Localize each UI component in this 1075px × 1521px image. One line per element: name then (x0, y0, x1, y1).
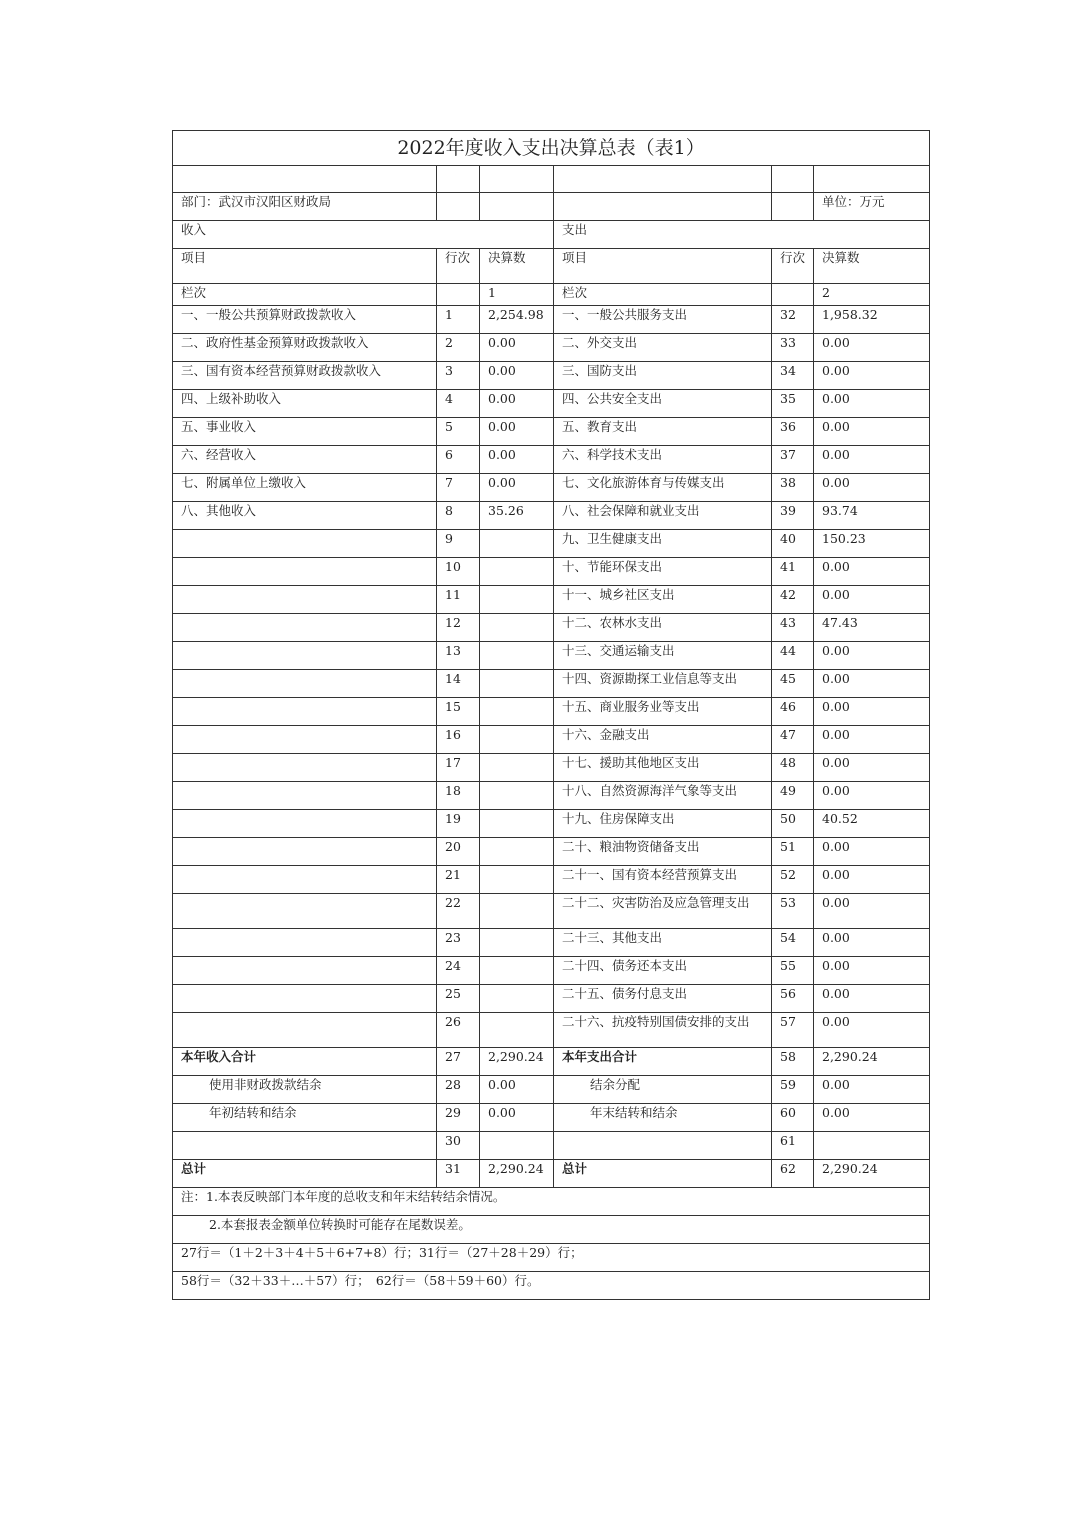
income-amount (480, 1013, 554, 1048)
income-amount: 2,290.24 (480, 1048, 554, 1076)
income-amount: 0.00 (480, 390, 554, 418)
income-line: 9 (437, 530, 480, 558)
expense-item: 十六、金融支出 (554, 726, 772, 754)
expense-line: 50 (772, 810, 814, 838)
table-row (173, 754, 930, 782)
table-title: 2022年度收入支出决算总表（表1） (173, 131, 930, 166)
expense-item: 七、文化旅游体育与传媒支出 (554, 474, 772, 502)
header-amount: 决算数 (480, 249, 554, 284)
income-amount (480, 810, 554, 838)
income-line: 6 (437, 446, 480, 474)
column-number-2: 2 (814, 284, 930, 306)
income-line: 4 (437, 390, 480, 418)
expense-amount: 0.00 (814, 726, 930, 754)
expense-item: 一、一般公共服务支出 (554, 306, 772, 334)
income-item (173, 726, 437, 754)
income-line: 22 (437, 894, 480, 929)
expense-amount: 0.00 (814, 838, 930, 866)
table-row (173, 810, 930, 838)
table-row (173, 642, 930, 670)
note-text: 2.本套报表金额单位转换时可能存在尾数误差。 (173, 1216, 930, 1244)
expense-amount: 47.43 (814, 614, 930, 642)
note-row (173, 1188, 930, 1216)
income-item (173, 929, 437, 957)
income-item (173, 810, 437, 838)
note-row (173, 1244, 930, 1272)
income-item (173, 558, 437, 586)
expense-amount: 150.23 (814, 530, 930, 558)
expense-amount: 0.00 (814, 334, 930, 362)
expense-amount: 0.00 (814, 1076, 930, 1104)
expense-amount: 0.00 (814, 390, 930, 418)
table-row (173, 782, 930, 810)
expense-item: 年末结转和结余 (554, 1104, 772, 1132)
income-line: 5 (437, 418, 480, 446)
expense-line: 60 (772, 1104, 814, 1132)
income-line: 2 (437, 334, 480, 362)
income-line: 28 (437, 1076, 480, 1104)
table-row (173, 929, 930, 957)
header-line: 行次 (437, 249, 480, 284)
expense-amount: 0.00 (814, 866, 930, 894)
note-row (173, 1272, 930, 1300)
income-item (173, 838, 437, 866)
expense-line: 37 (772, 446, 814, 474)
expense-item (554, 1132, 772, 1160)
table-row (173, 866, 930, 894)
expense-line: 62 (772, 1160, 814, 1188)
expense-amount (814, 1132, 930, 1160)
income-item: 总计 (173, 1160, 437, 1188)
expense-amount: 0.00 (814, 929, 930, 957)
income-line: 23 (437, 929, 480, 957)
expense-line: 35 (772, 390, 814, 418)
table-row (173, 362, 930, 390)
expense-line: 42 (772, 586, 814, 614)
expense-line: 40 (772, 530, 814, 558)
income-line: 7 (437, 474, 480, 502)
income-amount (480, 754, 554, 782)
expense-line: 51 (772, 838, 814, 866)
income-amount (480, 698, 554, 726)
income-line: 15 (437, 698, 480, 726)
income-item (173, 985, 437, 1013)
income-amount (480, 558, 554, 586)
table-row (173, 1160, 930, 1188)
table-row (173, 530, 930, 558)
expense-line: 43 (772, 614, 814, 642)
income-item: 一、一般公共预算财政拨款收入 (173, 306, 437, 334)
section-row (173, 221, 930, 249)
expense-line: 44 (772, 642, 814, 670)
column-label: 栏次 (173, 284, 437, 306)
expense-amount: 0.00 (814, 957, 930, 985)
expense-line: 56 (772, 985, 814, 1013)
expense-line: 54 (772, 929, 814, 957)
income-amount (480, 1132, 554, 1160)
income-line: 24 (437, 957, 480, 985)
income-item (173, 642, 437, 670)
income-item (173, 957, 437, 985)
note-text: 58行＝（32＋33＋…＋57）行； 62行＝（58＋59＋60）行。 (173, 1272, 930, 1300)
table-row (173, 334, 930, 362)
expense-amount: 0.00 (814, 894, 930, 929)
header-line-2: 行次 (772, 249, 814, 284)
expense-item: 十二、农林水支出 (554, 614, 772, 642)
table-row (173, 474, 930, 502)
income-item (173, 586, 437, 614)
table-row (173, 390, 930, 418)
table-row (173, 1076, 930, 1104)
header-item: 项目 (173, 249, 437, 284)
income-item (173, 866, 437, 894)
expense-line: 53 (772, 894, 814, 929)
table-row (173, 698, 930, 726)
income-item: 年初结转和结余 (173, 1104, 437, 1132)
expense-item: 十、节能环保支出 (554, 558, 772, 586)
income-amount: 2,290.24 (480, 1160, 554, 1188)
blank-row (173, 166, 930, 193)
income-item: 六、经营收入 (173, 446, 437, 474)
table-row (173, 1104, 930, 1132)
expense-line: 38 (772, 474, 814, 502)
income-item: 三、国有资本经营预算财政拨款收入 (173, 362, 437, 390)
column-label-2: 栏次 (554, 284, 772, 306)
income-line: 12 (437, 614, 480, 642)
expense-amount: 0.00 (814, 586, 930, 614)
expense-item: 二十三、其他支出 (554, 929, 772, 957)
expense-item: 二十四、债务还本支出 (554, 957, 772, 985)
income-line: 18 (437, 782, 480, 810)
income-item (173, 894, 437, 929)
expense-item: 总计 (554, 1160, 772, 1188)
table-row (173, 614, 930, 642)
expense-line: 55 (772, 957, 814, 985)
expense-line: 36 (772, 418, 814, 446)
income-amount (480, 614, 554, 642)
income-amount (480, 957, 554, 985)
table-row (173, 1013, 930, 1048)
income-item: 本年收入合计 (173, 1048, 437, 1076)
income-line: 16 (437, 726, 480, 754)
table-row (173, 446, 930, 474)
expense-item: 六、科学技术支出 (554, 446, 772, 474)
income-amount: 0.00 (480, 1076, 554, 1104)
table-row (173, 502, 930, 530)
income-amount (480, 670, 554, 698)
income-amount (480, 838, 554, 866)
expense-line: 45 (772, 670, 814, 698)
expense-amount: 0.00 (814, 362, 930, 390)
income-item (173, 670, 437, 698)
note-row (173, 1216, 930, 1244)
expense-item: 八、社会保障和就业支出 (554, 502, 772, 530)
income-line: 8 (437, 502, 480, 530)
expense-amount: 2,290.24 (814, 1160, 930, 1188)
note-text: 注：1.本表反映部门本年度的总收支和年末结转结余情况。 (173, 1188, 930, 1216)
header-item-2: 项目 (554, 249, 772, 284)
expense-item: 二十六、抗疫特别国债安排的支出 (554, 1013, 772, 1048)
header-amount-2: 决算数 (814, 249, 930, 284)
expense-line: 47 (772, 726, 814, 754)
expense-amount: 1,958.32 (814, 306, 930, 334)
income-amount (480, 985, 554, 1013)
expense-item: 三、国防支出 (554, 362, 772, 390)
income-line: 11 (437, 586, 480, 614)
expense-item: 十九、住房保障支出 (554, 810, 772, 838)
expense-item: 四、公共安全支出 (554, 390, 772, 418)
income-line: 31 (437, 1160, 480, 1188)
expense-line: 52 (772, 866, 814, 894)
income-line: 3 (437, 362, 480, 390)
table-row (173, 726, 930, 754)
expense-line: 61 (772, 1132, 814, 1160)
expense-item: 九、卫生健康支出 (554, 530, 772, 558)
income-amount: 2,254.98 (480, 306, 554, 334)
income-line: 17 (437, 754, 480, 782)
expense-amount: 0.00 (814, 985, 930, 1013)
income-item (173, 614, 437, 642)
expense-line: 32 (772, 306, 814, 334)
expense-item: 结余分配 (554, 1076, 772, 1104)
income-amount: 35.26 (480, 502, 554, 530)
expense-item: 五、教育支出 (554, 418, 772, 446)
table-row (173, 670, 930, 698)
expense-line: 58 (772, 1048, 814, 1076)
expense-item: 二、外交支出 (554, 334, 772, 362)
income-amount (480, 894, 554, 929)
income-amount: 0.00 (480, 334, 554, 362)
income-line: 29 (437, 1104, 480, 1132)
income-item (173, 754, 437, 782)
income-item (173, 1013, 437, 1048)
expense-amount: 0.00 (814, 754, 930, 782)
table-row (173, 1132, 930, 1160)
income-line: 26 (437, 1013, 480, 1048)
expense-amount: 0.00 (814, 782, 930, 810)
expense-amount: 0.00 (814, 474, 930, 502)
expense-section-label: 支出 (554, 221, 930, 249)
expense-item: 十八、自然资源海洋气象等支出 (554, 782, 772, 810)
expense-line: 49 (772, 782, 814, 810)
income-amount (480, 726, 554, 754)
income-line: 30 (437, 1132, 480, 1160)
income-item: 七、附属单位上缴收入 (173, 474, 437, 502)
table-row (173, 306, 930, 334)
expense-line: 59 (772, 1076, 814, 1104)
expense-line: 57 (772, 1013, 814, 1048)
income-amount (480, 642, 554, 670)
income-line: 27 (437, 1048, 480, 1076)
expense-amount: 40.52 (814, 810, 930, 838)
expense-item: 二十二、灾害防治及应急管理支出 (554, 894, 772, 929)
income-item (173, 782, 437, 810)
income-amount (480, 782, 554, 810)
expense-item: 十三、交通运输支出 (554, 642, 772, 670)
unit-label: 单位：万元 (814, 193, 930, 221)
expense-amount: 0.00 (814, 1013, 930, 1048)
expense-item: 二十一、国有资本经营预算支出 (554, 866, 772, 894)
income-item: 八、其他收入 (173, 502, 437, 530)
table-row (173, 985, 930, 1013)
table-row (173, 838, 930, 866)
income-amount: 0.00 (480, 418, 554, 446)
table-row (173, 586, 930, 614)
expense-amount: 0.00 (814, 418, 930, 446)
expense-line: 33 (772, 334, 814, 362)
expense-item: 十五、商业服务业等支出 (554, 698, 772, 726)
expense-item: 十一、城乡社区支出 (554, 586, 772, 614)
expense-line: 34 (772, 362, 814, 390)
income-amount: 0.00 (480, 474, 554, 502)
income-item: 五、事业收入 (173, 418, 437, 446)
income-line: 21 (437, 866, 480, 894)
expense-item: 二十、粮油物资储备支出 (554, 838, 772, 866)
expense-amount: 0.00 (814, 446, 930, 474)
income-amount (480, 530, 554, 558)
income-line: 20 (437, 838, 480, 866)
note-text: 27行＝（1＋2＋3＋4＋5＋6+7+8）行；31行＝（27＋28＋29）行； (173, 1244, 930, 1272)
table-row (173, 894, 930, 929)
expense-line: 48 (772, 754, 814, 782)
income-item: 二、政府性基金预算财政拨款收入 (173, 334, 437, 362)
income-line: 25 (437, 985, 480, 1013)
expense-amount: 93.74 (814, 502, 930, 530)
income-line: 1 (437, 306, 480, 334)
expense-amount: 2,290.24 (814, 1048, 930, 1076)
table-row (173, 418, 930, 446)
expense-line: 46 (772, 698, 814, 726)
expense-amount: 0.00 (814, 698, 930, 726)
expense-amount: 0.00 (814, 1104, 930, 1132)
expense-amount: 0.00 (814, 642, 930, 670)
income-amount (480, 866, 554, 894)
income-item: 使用非财政拨款结余 (173, 1076, 437, 1104)
income-item (173, 698, 437, 726)
table-row (173, 957, 930, 985)
expense-item: 二十五、债务付息支出 (554, 985, 772, 1013)
income-amount: 0.00 (480, 362, 554, 390)
final-accounts-table (172, 130, 930, 1300)
income-line: 10 (437, 558, 480, 586)
column-number-1: 1 (480, 284, 554, 306)
income-line: 14 (437, 670, 480, 698)
expense-line: 39 (772, 502, 814, 530)
expense-item: 十七、援助其他地区支出 (554, 754, 772, 782)
expense-amount: 0.00 (814, 670, 930, 698)
income-amount (480, 586, 554, 614)
income-section-label: 收入 (173, 221, 554, 249)
expense-amount: 0.00 (814, 558, 930, 586)
income-amount: 0.00 (480, 446, 554, 474)
column-number-row (173, 284, 930, 306)
header-row (173, 249, 930, 284)
income-amount: 0.00 (480, 1104, 554, 1132)
expense-item: 十四、资源勘探工业信息等支出 (554, 670, 772, 698)
income-amount (480, 929, 554, 957)
income-item: 四、上级补助收入 (173, 390, 437, 418)
table-row (173, 558, 930, 586)
department-label: 部门：武汉市汉阳区财政局 (173, 193, 437, 221)
income-item (173, 530, 437, 558)
expense-line: 41 (772, 558, 814, 586)
table-row (173, 1048, 930, 1076)
income-line: 13 (437, 642, 480, 670)
dept-row (173, 193, 930, 221)
income-item (173, 1132, 437, 1160)
expense-item: 本年支出合计 (554, 1048, 772, 1076)
income-line: 19 (437, 810, 480, 838)
